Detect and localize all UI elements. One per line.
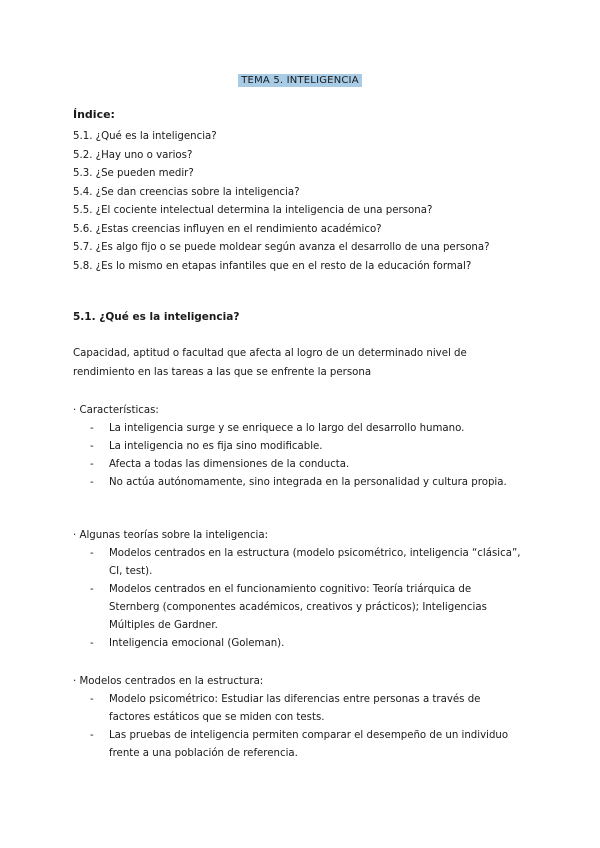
dash-marker: -: [90, 548, 94, 559]
dash-marker: -: [90, 423, 94, 434]
group-label: · Algunas teorías sobre la inteligencia:: [73, 530, 269, 541]
bullet-text: Modelos centrados en el funcionamiento cognitivo: Teoría triárquica de Sternberg (componentes académicos, creativos y prácticos); Inteligencias Múltiples de Gardner.: [109, 584, 487, 631]
dash-marker: -: [90, 694, 94, 705]
dash-marker: -: [90, 638, 94, 649]
definition-paragraph: Capacidad, aptitud o facultad que afecta al logro de un determinado nivel de rendimiento en las tareas a las que se enfrente la persona: [73, 348, 467, 378]
dash-marker: -: [90, 477, 94, 488]
bullet-text: Inteligencia emocional (Goleman).: [109, 638, 285, 649]
bullet-text: La inteligencia surge y se enriquece a lo largo del desarrollo humano.: [109, 423, 465, 434]
characteristics-group: [73, 402, 523, 492]
index-item: 5.2. ¿Hay uno o varios?: [73, 149, 193, 161]
index-list: [73, 128, 490, 276]
structure-models-group: [73, 673, 523, 763]
index-item: 5.7. ¿Es algo fijo o se puede moldear según avanza el desarrollo de una persona?: [73, 242, 490, 253]
bullet-item: [73, 438, 523, 456]
group-label: · Modelos centrados en la estructura:: [73, 676, 264, 687]
bullet-item: [73, 545, 523, 581]
group-label: · Características:: [73, 405, 159, 416]
dash-marker: -: [90, 459, 94, 470]
index-item: 5.1. ¿Qué es la inteligencia?: [73, 131, 217, 142]
bullet-list: [73, 420, 523, 492]
section-heading: 5.1. ¿Qué es la inteligencia?: [73, 311, 240, 323]
dash-marker: -: [90, 584, 94, 595]
index-item: 5.6. ¿Estas creencias influyen en el rendimiento académico?: [73, 223, 382, 235]
bullet-text: No actúa autónomamente, sino integrada en la personalidad y cultura propia.: [109, 477, 507, 488]
index-item: 5.5. ¿El cociente intelectual determina la inteligencia de una persona?: [73, 205, 433, 216]
theories-group: [73, 527, 523, 653]
bullet-list: [73, 545, 523, 653]
bullet-list: [73, 691, 523, 763]
bullet-item: [73, 456, 523, 474]
index-item: 5.4. ¿Se dan creencias sobre la inteligencia?: [73, 186, 300, 198]
index-heading: Índice:: [73, 108, 115, 121]
bullet-item: [73, 635, 523, 653]
bullet-text: Afecta a todas las dimensiones de la conducta.: [109, 459, 350, 470]
index-item: 5.3. ¿Se pueden medir?: [73, 168, 194, 179]
bullet-text: Modelo psicométrico: Estudiar las diferencias entre personas a través de factores estáticos que se miden con tests.: [109, 694, 481, 723]
bullet-text: Modelos centrados en la estructura (modelo psicométrico, inteligencia “clásica”, CI, test).: [109, 548, 521, 577]
dash-marker: -: [90, 441, 94, 452]
bullet-text: Las pruebas de inteligencia permiten comparar el desempeño de un individuo frente a una población de referencia.: [109, 730, 509, 759]
bullet-item: [73, 691, 523, 727]
dash-marker: -: [90, 730, 94, 741]
bullet-item: [73, 420, 523, 438]
title-wrapper: [0, 74, 600, 87]
bullet-item: [73, 474, 523, 492]
bullet-item: [73, 727, 523, 763]
bullet-item: [73, 581, 523, 635]
document-title: TEMA 5. INTELIGENCIA: [238, 74, 362, 87]
bullet-text: La inteligencia no es fija sino modificable.: [109, 441, 323, 452]
index-item: 5.8. ¿Es lo mismo en etapas infantiles que en el resto de la educación formal?: [73, 260, 472, 272]
